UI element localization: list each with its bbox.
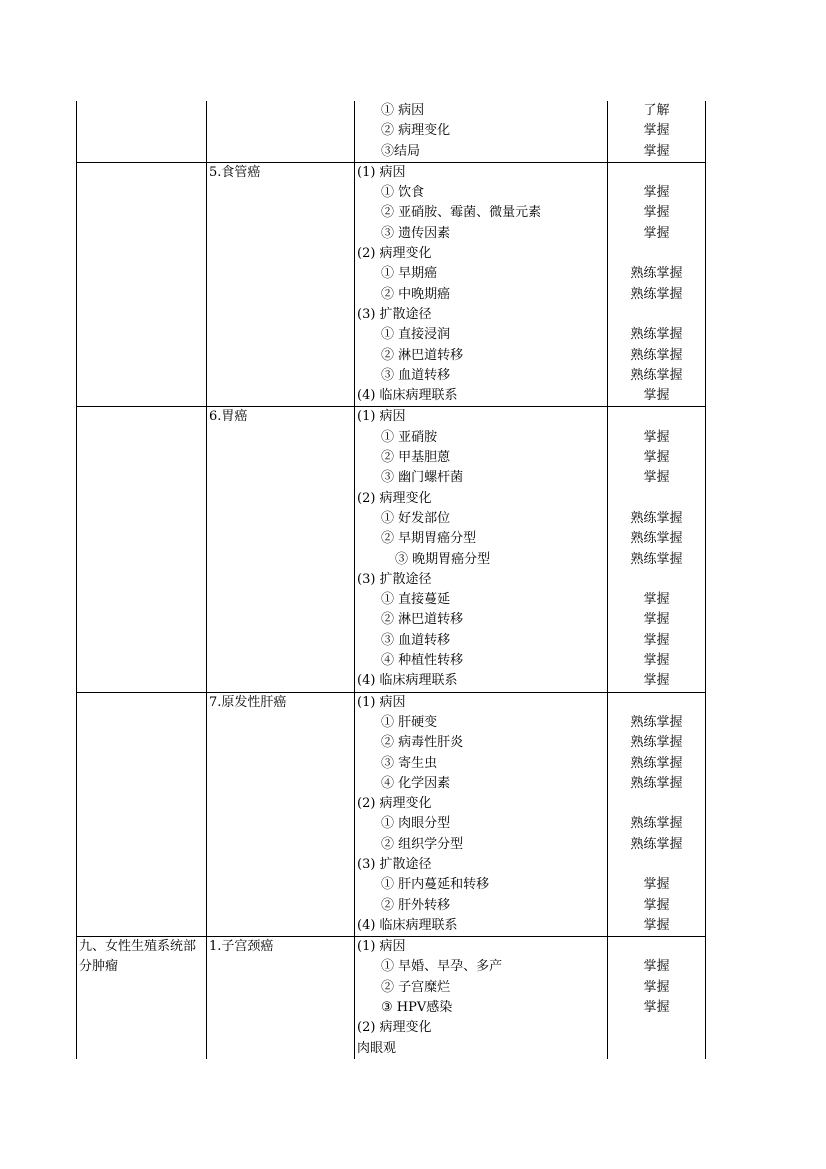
content-item: (2) 病理变化 [357,1020,432,1036]
content-cell [355,101,608,162]
content-item: ① 亚硝胺 [381,429,438,445]
requirement-level: 熟练掌握 [630,510,683,526]
topic-cell [207,937,355,1059]
requirement-level: 掌握 [643,123,670,139]
requirement-level: 掌握 [643,897,670,913]
requirement-level: 掌握 [643,877,670,893]
content-item: ② 中晚期癌 [381,286,451,302]
requirement-level: 熟练掌握 [630,714,683,730]
requirement-level: 掌握 [643,143,670,159]
requirement-level [608,794,705,814]
requirement-level: 熟练掌握 [630,327,683,343]
requirement-level: 掌握 [643,185,670,201]
content-item: (1) 病因 [357,409,406,425]
content-item: ② 组织学分型 [381,836,464,852]
unit-cell [77,407,207,692]
content-item: ① 肝内蔓延和转移 [381,877,490,893]
content-item: ③结局 [381,143,421,159]
table-row [77,101,706,162]
unit-cell [77,101,207,162]
table-row [77,162,706,407]
content-item: ③ 寄生虫 [381,755,438,771]
syllabus-table [76,101,706,1059]
topic-title: 6.胃癌 [209,409,248,425]
content-cell [355,407,608,692]
requirement-level: 熟练掌握 [630,266,683,282]
content-item: ② 甲基胆蒽 [381,450,451,466]
content-item: ③ HPV感染 [381,1000,453,1016]
requirement-level: 了解 [643,103,670,118]
content-item: ② 肝外转移 [381,897,451,913]
requirement-level [608,937,705,957]
requirement-level: 熟练掌握 [630,551,683,567]
requirement-level: 掌握 [643,388,670,404]
requirement-cell [608,101,706,162]
content-cell [355,937,608,1059]
requirement-level: 掌握 [643,917,670,933]
requirement-level [608,1018,705,1038]
requirement-cell [608,162,706,407]
topic-cell [207,407,355,692]
requirement-level [608,1039,705,1059]
requirement-level: 熟练掌握 [630,531,683,547]
table-row [77,407,706,692]
topic-title: 1.子宫颈癌 [209,939,274,955]
content-item: (2) 病理变化 [357,490,432,506]
requirement-level [608,855,705,875]
content-item: ② 早期胃癌分型 [381,531,477,547]
requirement-level [608,244,705,264]
requirement-level: 掌握 [643,205,670,221]
unit-cell [77,692,207,937]
content-item: ① 好发部位 [381,510,451,526]
unit-cell: 九、女性生殖系统部分肿瘤 [77,937,207,1059]
table-row [77,937,706,1059]
content-item: 肉眼观 [357,1040,397,1056]
content-item: ① 直接蔓延 [381,592,451,608]
requirement-level: 熟练掌握 [630,286,683,302]
requirement-level: 掌握 [643,673,670,689]
content-item: ① 肝硬变 [381,714,438,730]
content-item: ③ 幽门螺杆菌 [381,470,464,486]
content-item: (1) 病因 [357,694,406,710]
requirement-level [608,163,705,183]
content-item: ① 肉眼分型 [381,816,451,832]
unit-cell [77,162,207,407]
content-item: (2) 病理变化 [357,246,432,262]
content-item: ④ 种植性转移 [381,653,464,669]
requirement-level: 熟练掌握 [630,367,683,383]
requirement-level: 熟练掌握 [630,735,683,751]
content-item: (2) 病理变化 [357,796,432,812]
topic-cell [207,692,355,937]
topic-title [209,101,354,121]
content-item: (1) 病因 [357,164,406,180]
requirement-level: 掌握 [643,979,670,995]
requirement-level [608,570,705,590]
requirement-level [608,305,705,325]
requirement-level: 掌握 [643,225,670,241]
requirement-level: 熟练掌握 [630,775,683,791]
content-item: ① 病因 [381,103,425,118]
requirement-level: 掌握 [643,450,670,466]
content-item: ③ 遗传因素 [381,225,451,241]
requirement-level: 掌握 [643,632,670,648]
requirement-cell [608,692,706,937]
requirement-level: 掌握 [643,470,670,486]
topic-cell [207,162,355,407]
table-row [77,692,706,937]
requirement-level: 熟练掌握 [630,816,683,832]
requirement-level: 掌握 [643,429,670,445]
content-item: (4) 临床病理联系 [357,917,458,933]
requirement-level: 掌握 [643,612,670,628]
requirement-level: 掌握 [643,959,670,975]
content-item: ② 淋巴道转移 [381,347,464,363]
requirement-level: 掌握 [643,653,670,669]
requirement-level [608,489,705,509]
requirement-cell [608,407,706,692]
content-item: (3) 扩散途径 [357,856,432,872]
requirement-level [608,407,705,427]
content-item: ③ 血道转移 [381,632,451,648]
content-item: ① 直接浸润 [381,327,451,343]
content-item: ② 亚硝胺、霉菌、微量元素 [381,205,542,221]
requirement-cell [608,937,706,1059]
topic-title: 7.原发性肝癌 [209,694,287,710]
content-item: ① 早婚、早孕、多产 [381,959,503,975]
requirement-level: 熟练掌握 [630,755,683,771]
content-item: ① 早期癌 [381,266,438,282]
topic-cell [207,101,355,162]
content-item: (3) 扩散途径 [357,571,432,587]
content-item: (4) 临床病理联系 [357,673,458,689]
requirement-level: 掌握 [643,592,670,608]
content-item: ② 病毒性肝炎 [381,735,464,751]
content-item: ③ 晚期胃癌分型 [395,551,491,567]
content-item: ② 子宫糜烂 [381,979,451,995]
content-item: (4) 临床病理联系 [357,388,458,404]
requirement-level: 熟练掌握 [630,347,683,363]
content-item: ④ 化学因素 [381,775,451,791]
requirement-level: 熟练掌握 [630,836,683,852]
requirement-level: 掌握 [643,1000,670,1016]
content-item: (1) 病因 [357,939,406,955]
content-item: (3) 扩散途径 [357,306,432,322]
content-item: ② 淋巴道转移 [381,612,464,628]
content-item: ① 饮食 [381,185,425,201]
content-cell [355,162,608,407]
content-item: ③ 血道转移 [381,367,451,383]
content-cell [355,692,608,937]
requirement-level [608,693,705,713]
content-item: ② 病理变化 [381,123,451,139]
topic-title: 5.食管癌 [209,164,261,180]
